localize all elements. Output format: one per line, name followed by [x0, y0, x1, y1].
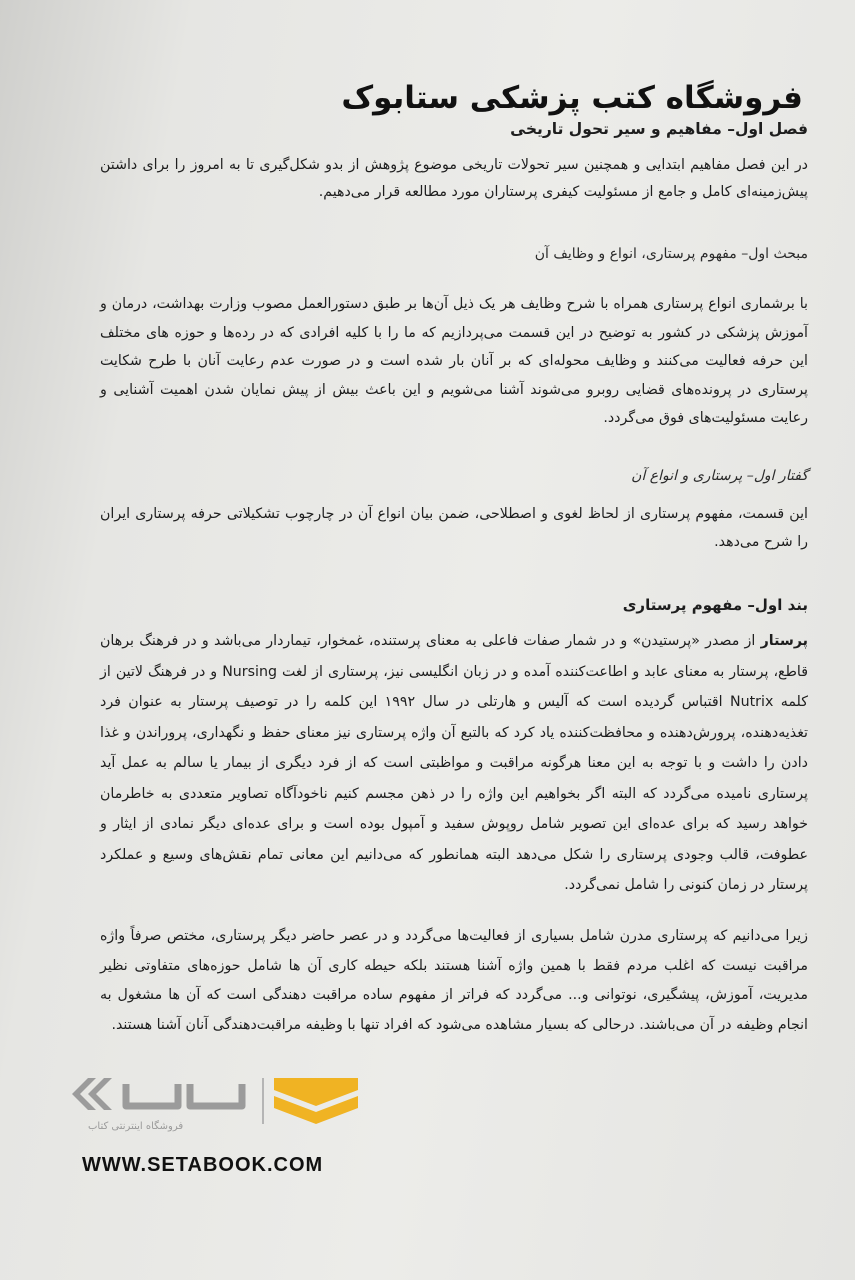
intro-paragraph: در این فصل مفاهیم ابتدایی و همچنین سیر تحولات تاریخی موضوع پژوهش از بدو شکل‌گیری تا به امروز را برای داشتن پیش‌زمینه‌ای کامل و جامع از مسئولیت کیفری پرستاران مورد مطالعه قرار می‌دهیم. [100, 157, 808, 200]
watermark-url: WWW.SETABOOK.COM [82, 1154, 324, 1176]
book-chevron-icon [274, 1078, 358, 1124]
discourse-paragraph: این قسمت، مفهوم پرستاری از لحاظ لغوی و اصطلاحی، ضمن بیان انواع آن در چارچوب تشکیلاتی حرفه پرستاری ایران را شرح می‌دهد. [100, 506, 808, 550]
final-paragraph: زیرا می‌دانیم که پرستاری مدرن شامل بسیاری از فعالیت‌ها می‌گردد و در عصر حاضر دیگر پرستاری، مختص صرفاً واژه مراقبت نیست که اغلب مردم فقط با همین واژه آشنا هستند بلکه حیطه کاری آن ها شامل حوزه‌های متفاوتی نظیر مدیریت، آموزش، پیشگیری، نوتوانی و... می‌گردد که فراتر از مفهوم ساده مراقبت دهندگی است که آن ها مشغول به انجام وظیفه در آن می‌باشند. درحالی که بسیار مشاهده می‌شود که افراد تنها با وظیفه مراقبت‌دهندگی آنان آشنا هستند. [100, 928, 808, 1033]
clause-body: از مصدر «پرستیدن» و در شمار صفات فاعلی به معنای پرستنده، غمخوار، تیماردار می‌باشد و در فرهنگ برهان قاطع، پرستار به معنای عابد و اطاعت‌کننده آمده و در زبان انگلیسی نیز، پرستاری از لغت Nursing و در فرهنگ لاتین از کلمه Nutrix اقتباس گردیده است که آلیس و هارتلی در سال ۱۹۹۲ این کلمه را در توصیف پرستار به عنوان فرد تغذیه‌دهنده، پرورش‌دهنده و محافظت‌کننده یاد کرد که بالتبع آن واژه پرستاری نیز معنای حفظ و نگهداری، پروراندن و غذا دادن را داشت و با توجه به این معنا هرگونه مراقبت و مواظبتی است که از فرد دیگری از بیمار یا سالم به عمل آید پرستاری نامیده می‌گردد که البته اگر بخواهیم این واژه را در ذهن مجسم کنیم ناخودآگاه تصاویر متعددی به خاطرمان خواهد رسید که برای عده‌ای این تصویر شامل روپوش سفید و آمپول بوده است و برای عده‌ای دیگر نمادی از ایثار و عطوفت، قالب وجودی پرستاری را شکل می‌دهد البته همانطور که می‌دانیم این معانی تمام نقش‌های وسیع و عملکرد پرستار در زمان کنونی را شامل نمی‌گردد. [100, 633, 808, 893]
clause-title: بند اول– مفهوم پرستاری [622, 596, 808, 614]
watermark-brand-title: فروشگاه کتب پزشکی ستابوک [341, 80, 803, 116]
section-paragraph: با برشماری انواع پرستاری همراه با شرح وظایف هر یک ذیل آن‌ها بر طبق دستورالعمل مصوب وزارت بهداشت، درمان و آموزش پزشکی در کشور به توضیح در این قسمت می‌پردازیم که ما را با کلیه افرادی که در رده‌ها و حوزه های مختلف این حرفه فعالیت می‌کنند و وظایف محوله‌ای که بر آنان بار شده است و در صورت عدم رعایت آنان با طرح شکایت پرستاری در پرونده‌های قضایی روبرو می‌شوند آشنا می‌شویم و این باعث بیش از پیش نمایان شدن اهمیت آشنایی و رعایت مسئولیت‌های فوق می‌گردد. [100, 296, 808, 426]
section-title: مبحث اول– مفهوم پرستاری، انواع و وظایف آن [534, 246, 808, 262]
clause-lead-word: پرستار [760, 633, 808, 649]
chapter-title: فصل اول– مفاهیم و سیر تحول تاریخی [510, 120, 808, 138]
watermark-logo-subtitle: فروشگاه اینترنتی کتاب [88, 1121, 184, 1132]
clause-paragraph [100, 626, 808, 901]
logo-word-mark [126, 1084, 242, 1106]
discourse-title: گفتار اول– پرستاری و انواع آن [631, 468, 808, 484]
logo-arrows-icon [72, 1078, 112, 1110]
logo-divider [262, 1078, 264, 1124]
